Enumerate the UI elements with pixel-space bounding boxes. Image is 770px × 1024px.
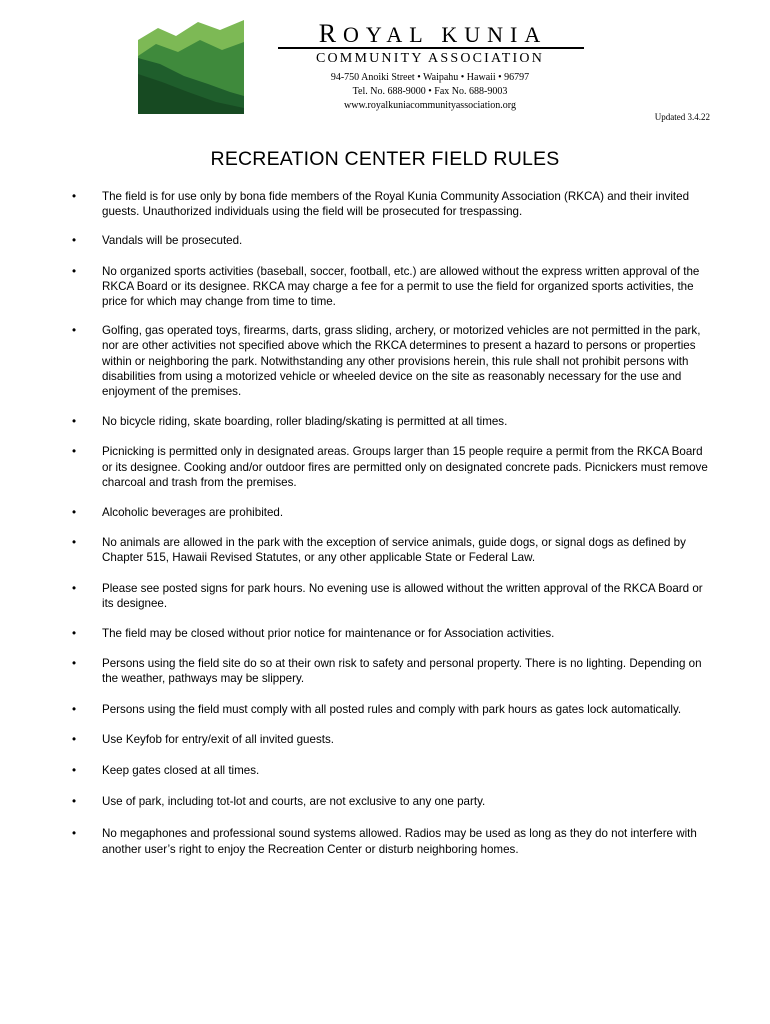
rule-text: No megaphones and professional sound systems allowed. Radios may be used as long as they do not interfere with another user’s right to enjoy the Recreation Center or disturb neighboring homes. — [102, 827, 697, 856]
bullet: • — [72, 264, 77, 278]
rule-text: Persons using the field must comply with all posted rules and comply with park hours as gates lock automatically. — [102, 702, 682, 716]
header-divider — [278, 47, 584, 49]
rule-item — [72, 535, 712, 565]
bullet: • — [72, 764, 77, 778]
bullet: • — [72, 445, 77, 459]
rule-item — [72, 189, 712, 219]
rule-text: No bicycle riding, skate boarding, roller blading/skating is permitted at all times. — [102, 415, 508, 429]
bullet: • — [72, 234, 77, 248]
rule-text: Vandals will be prosecuted. — [102, 234, 243, 248]
bullet: • — [72, 732, 77, 746]
rule-item — [72, 444, 712, 490]
rule-item — [72, 656, 712, 686]
rule-text: Golfing, gas operated toys, firearms, darts, grass sliding, archery, or motorized vehicles are not permitted in the park, nor are other activities not specified above which the RKCA determines to present a hazard to persons or properties within or neighboring the park. Notwithstanding any other provisions herein, this rule shall not prohibit persons with disabilities from using a motorized vehicle or wheeled device on the site as reasonably necessary for the use and enjoyment of the premises. — [102, 324, 701, 399]
rule-item — [72, 702, 712, 717]
bullet: • — [72, 627, 77, 641]
rule-text: Picnicking is permitted only in designated areas. Groups larger than 15 people require a permit from the RKCA Board or its designee. Cooking and/or outdoor fires are permitted only on designated concrete pads. Picnickers must remove charcoal and trash from the premises. — [102, 445, 708, 489]
rule-text: No animals are allowed in the park with the exception of service animals, guide dogs, or signal dogs as defined by Chapter 515, Hawaii Revised Statutes, or any other applicable State or Federal Law. — [102, 536, 686, 565]
rule-text: Use Keyfob for entry/exit of all invited guests. — [102, 732, 334, 746]
org-name: ROYAL KUNIA — [318, 19, 548, 48]
bullet: • — [72, 415, 77, 429]
rules-list — [72, 189, 712, 857]
bullet: • — [72, 657, 77, 671]
rule-item — [72, 581, 712, 611]
rule-text: No organized sports activities (baseball, soccer, football, etc.) are allowed without the express written approval of the RKCA Board or its designee. RKCA may charge a fee for a permit to use the field for organized sports activities, the price for which may change from time to time. — [102, 264, 700, 309]
bullet: • — [72, 190, 77, 203]
updated-date: Updated 3.4.22 — [654, 112, 710, 122]
bullet: • — [72, 827, 77, 841]
rule-text: Keep gates closed at all times. — [102, 764, 260, 778]
bullet: • — [72, 536, 77, 550]
bullet: • — [72, 324, 77, 338]
bullet: • — [72, 702, 77, 716]
bullet: • — [72, 506, 77, 520]
rule-text: Persons using the field site do so at their own risk to safety and personal property. There is no lighting. Depending on the weather, pathways may be slippery. — [102, 657, 702, 686]
website: www.royalkuniacommunityassociation.org — [344, 100, 516, 111]
phone-fax: Tel. No. 688-9000 • Fax No. 688-9003 — [352, 86, 508, 97]
rule-item — [72, 732, 712, 747]
rule-item — [72, 505, 712, 520]
rule-item — [72, 414, 712, 429]
rule-text: The field may be closed without prior notice for maintenance or for Association activities. — [102, 627, 555, 641]
rule-item — [72, 233, 712, 248]
rule-text: Please see posted signs for park hours. No evening use is allowed without the written approval of the RKCA Board or its designee. — [102, 581, 703, 610]
bullet: • — [72, 581, 77, 595]
bullet: • — [72, 795, 77, 809]
rule-item — [72, 626, 712, 641]
org-subtitle: COMMUNITY ASSOCIATION — [315, 51, 545, 66]
rule-text: Use of park, including tot-lot and courts, are not exclusive to any one party. — [102, 795, 486, 809]
rule-text: The field is for use only by bona fide members of the Royal Kunia Community Association (RKCA) and their invited guests. Unauthorized individuals using the field will be prosecuted for trespassing. — [102, 190, 690, 219]
page-title: RECREATION CENTER FIELD RULES — [210, 148, 560, 170]
rule-item — [72, 763, 712, 778]
rule-item — [72, 264, 712, 310]
address: 94-750 Anoiki Street • Waipahu • Hawaii • 96797 — [330, 72, 530, 83]
rule-item — [72, 323, 712, 399]
rule-item — [72, 826, 712, 856]
rule-text: Alcoholic beverages are prohibited. — [102, 506, 284, 520]
rule-item — [72, 794, 712, 809]
association-logo — [138, 18, 244, 114]
